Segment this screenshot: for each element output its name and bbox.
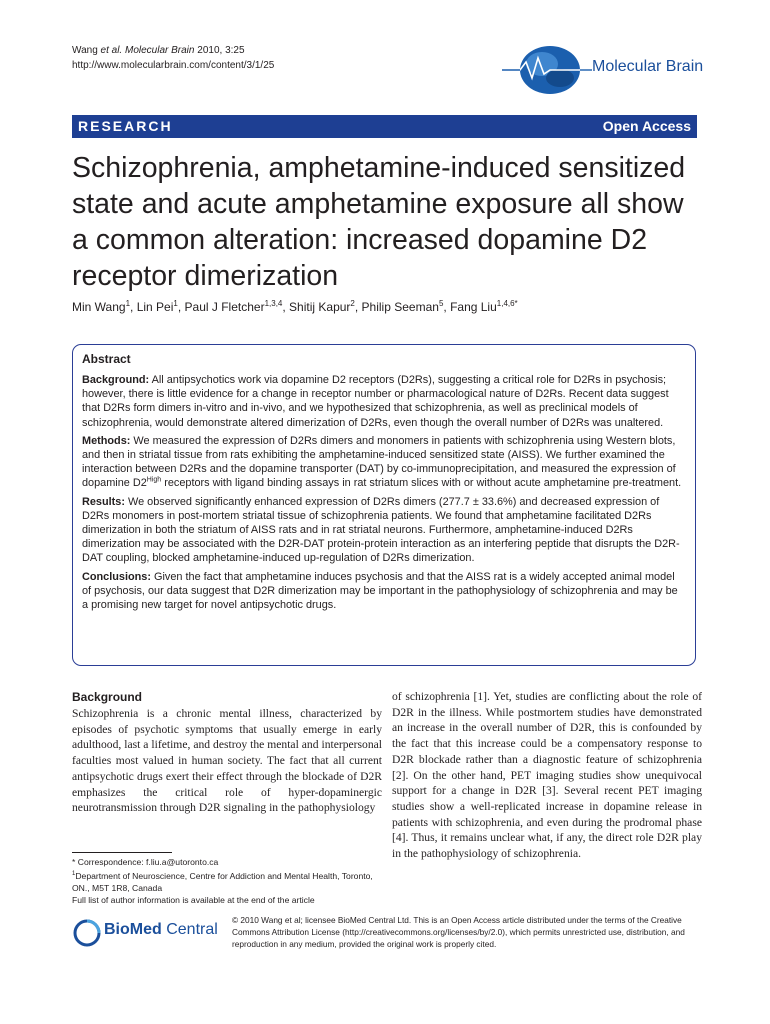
author-info-note: Full list of author information is available at the end of the article: [72, 894, 315, 905]
footnote: [72, 856, 382, 906]
abstract-methods: Methods: We measured the expression of D2Rs dimers and monomers in patients with schizophrenia using Western blots, and then in striatal tissue from rats exhibiting the amphetamine-induced sensitized state (AISS). We further examined the interaction between D2Rs and the dopamine transporter (DAT) by co-immunoprecipitation, and measured the expression of dopamine $D2^{High}$ receptors with ligand binding assays in rat striatum slices with or without acute amphetamine pre-treatment.: [82, 434, 682, 490]
journal-name: Molecular Brain: [592, 58, 704, 75]
citation-journal: Molecular Brain: [122, 45, 195, 56]
abstract-results: Results: We observed significantly enhanced expression of D2Rs dimers (277.7 ± 33.6%) and decreased expression of D2Rs monomers in post-mortem striatal tissue of schizophrenia patients. We found that amphetamine facilitated D2Rs dimerization in both the striatum of AISS rats and in rat striatal neurons. Furthermore, amphetamine-induced D2Rs dimerization may be associated with the D2R-DAT protein-protein interaction as an interfering peptide that disrupts the D2R-DAT coupling, blocked amphetamine-induced up-regulation of D2Rs dimerization.: [82, 495, 680, 565]
affiliation: $^1$Department of Neuroscience, Centre for Addiction and Mental Health, Toronto, ON., M5T 1R8, Canada: [72, 870, 373, 893]
abstract-box: [72, 344, 696, 666]
biomed-central-wordmark: BioMed Central: [104, 921, 218, 938]
body-column-left: [72, 689, 382, 816]
citation-header: [72, 43, 274, 73]
author: Paul J Fletcher$^{1,3,4}$: [184, 299, 283, 314]
author: Lin Pei$^1$: [136, 299, 178, 314]
author: Min Wang$^1$: [72, 299, 131, 314]
body-paragraph: of schizophrenia [1]. Yet, studies are conflicting about the role of D2R in the illness. While postmortem studies have demonstrated an increase in the overall number of D2R, this is confounded by the fact that this increase could be a compensatory response to D2R blockade rather than a diagnostic feature of schizophrenia [2]. On the other hand, PET imaging studies show unequivocal support for a change in D2R [3]. Several recent PET imaging studies show a well-replicated increase in dopamine release in patients with schizophrenia, and even during the prodromal phase [4]. Thus, it remains unclear what, if any, the direct role D2R play in the pathophysiology of schizophrenia.: [392, 690, 702, 861]
section-heading-background: Background: [72, 690, 143, 704]
correspondence: * Correspondence: f.liu.a@utoronto.ca: [72, 857, 219, 867]
abstract-background: Background: All antipsychotics work via dopamine D2 receptors (D2Rs), suggesting a critical role for D2Rs in psychosis; however, there is little evidence for a change in receptor number or pharmacological nature of D2Rs. Recent data suggest that D2Rs form dimers in-vitro and in-vivo, and we hypothesized that schizophrenia, as well as preclinical models of schizophrenia, would demonstrate altered dimerization of D2Rs, even though the overall number of D2Rs was unaltered.: [82, 374, 669, 429]
author: Philip Seeman$^5$: [361, 299, 444, 314]
citation-etal: et al.: [100, 45, 123, 56]
body-column-right: [392, 689, 702, 862]
article-type-label: RESEARCH: [78, 118, 173, 134]
author: Fang Liu$^{1,4,6*}$: [450, 299, 518, 314]
article-title: Schizophrenia, amphetamine-induced sensitized state and acute amphetamine exposure all show a common alteration: increased dopamine D2 receptor dimerization: [72, 152, 686, 292]
author-list: Min Wang$^1$, Lin Pei$^1$, Paul J Fletcher$^{1,3,4}$, Shitij Kapur$^2$, Philip Seeman$^5$, Fang Liu$^{1,4,6*}$: [72, 299, 518, 314]
citation-authors: Wang: [72, 45, 101, 56]
abstract-conclusions: Conclusions: Given the fact that amphetamine induces psychosis and that the AISS rat is a widely accepted animal model of psychosis, our data suggest that D2R dimerization may be important in the pathophysiology of schizophrenia and may be a promising new target for novel antipsychotic drugs.: [82, 570, 678, 612]
citation-year-volume: 2010, 3:25: [194, 45, 245, 56]
footnote-divider: [72, 852, 172, 853]
article-type-banner: [72, 115, 697, 138]
citation-line: [72, 43, 274, 58]
abstract-heading: Abstract: [82, 352, 131, 366]
body-paragraph: Schizophrenia is a chronic mental illness, characterized by episodes of psychotic symptoms that usually emerge in early adulthood, last a lifetime, and destroy the mental and interpersonal faculties most valued in human society. The fact that all current antipsychotic drugs exert their effect through the blockade of D2R emphasizes the critical role of hyper-dopaminergic neurotransmission through D2R signaling in the pathophysiology: [72, 707, 382, 815]
license-text: © 2010 Wang et al; licensee BioMed Central Ltd. This is an Open Access article distributed under the terms of the Creative Commons Attribution License (http://creativecommons.org/licenses/by/2.0), which permits unrestricted use, distribution, and reproduction in any medium, provided the original work is properly cited.: [232, 915, 685, 949]
author: Shitij Kapur$^2$: [289, 299, 355, 314]
open-access-label: Open Access: [602, 118, 691, 134]
article-url[interactable]: http://www.molecularbrain.com/content/3/1/25: [72, 60, 275, 71]
